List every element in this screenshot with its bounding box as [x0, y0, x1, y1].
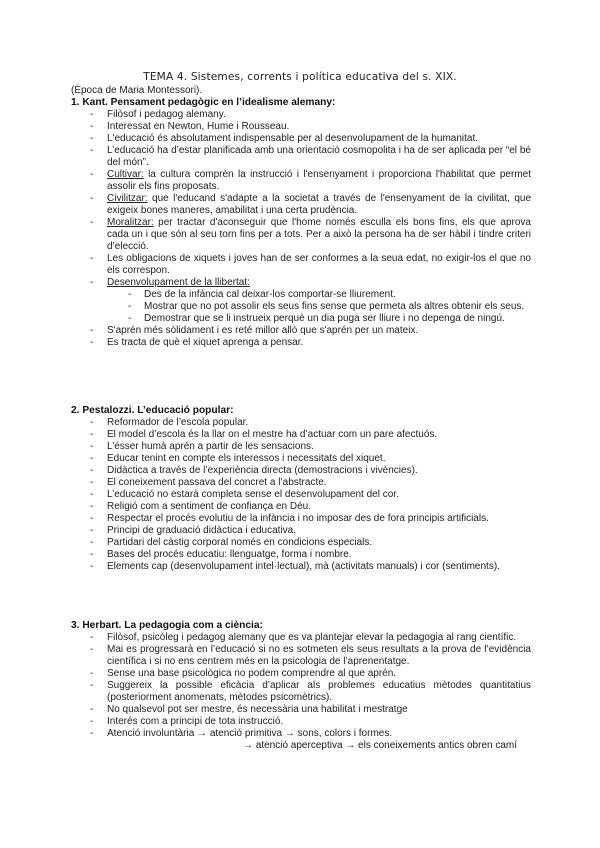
list-item: - Filòsof, psicòleg i pedagog alemany que es va plantejar elevar la pedagogia al rang científic. [71, 632, 531, 644]
term-text: que l'educand s'adapte a la societat a través de l'ensenyament de la civilitat, que exigeix bones maneres, amabilitat i una certa prudència. [107, 193, 531, 216]
list-item: - Elements cap (desenvolupament intel·lectual), mà (activitats manuals) i cor (sentiments). [71, 561, 531, 573]
term-label: Cultivar: [107, 169, 144, 180]
list-item: - L’educació no estarà completa sense el desenvolupament del cor. [71, 489, 531, 501]
list-item: - Religió com a sentiment de confiança en Déu. [71, 501, 531, 513]
section-heading: 3. Herbart. La pedagogia com a ciència: [71, 620, 263, 631]
sub-list-item: - Mostrar que no pot assolir els seus fins sense que permeta als altres obtenir els seus. [71, 301, 531, 313]
section-heading: 1. Kant. Pensament pedagògic en l’idealisme alemany: [71, 97, 336, 108]
section-heading: 2. Pestalozzi. L’educació popular: [71, 405, 234, 416]
list-item: - L’educació ha d’estar planificada amb una orientació cosmopolita i ha de ser aplicada per “el bé del món”. [71, 145, 531, 169]
list-item: - S'aprén més sòlidament i es reté millor allò que s'aprén per un mateix. [71, 325, 531, 337]
document-subtitle: (Època de Maria Montessori). [71, 85, 203, 96]
list-item: - Educar tenint en compte els interessos i necessitats del xiquet. [71, 453, 531, 465]
list-item: - El model d’escola és la llar on el mestre ha d’actuar com un pare afectuós. [71, 429, 531, 441]
list-item: - Es tracta de què el xiquet aprenga a pensar. [71, 337, 531, 349]
list-item: - Principi de graduació didàctica i educativa. [71, 525, 531, 537]
list-item: - Partidari del càstig corporal només en condicions especials. [71, 537, 531, 549]
list-item: - Les obligacions de xiquets i joves han de ser conformes a la seua edat, no exigir-los el que no els correspon. [71, 253, 531, 277]
list-item [71, 217, 531, 253]
list-item: - Suggereix la possible eficàcia d’aplicar als problemes educatius mètodes quantitatius (posteriorment anomenats, mètodes psicomètrics). [71, 680, 531, 704]
continuation-line: → atenció aperceptiva → els coneixements antics obren camí [243, 740, 518, 751]
list-item [71, 277, 531, 325]
list-item: - Interessat en Newton, Hume i Rousseau. [71, 121, 531, 133]
sub-list [107, 289, 531, 325]
list-item: - Atenció involuntària → atenció primitiva → sons, colors i formes. [71, 728, 531, 740]
list-item: - No qualsevol pot ser mestre, és necessària una habilitat i mestratge [71, 704, 531, 716]
list-item: - Sense una base psicològica no podem comprendre al que aprén. [71, 668, 531, 680]
list-item: - Respectar el procés evolutiu de la infància i no imposar des de fora principis artificials. [71, 513, 531, 525]
sub-list-item: - Demostrar que se li instrueix perquè un dia puga ser lliure i no depenga de ningú. [71, 313, 531, 325]
section-herbart [71, 620, 531, 752]
term-text: la cultura comprèn la instrucció i l'ensenyament i proporciona l'habilitat que permet assolir els fins proposats. [107, 169, 531, 192]
bullet-list [71, 109, 531, 349]
list-item [71, 193, 531, 217]
sub-list-item: - Des de la infància cal deixar-los comportar-se lliurement. [71, 289, 531, 301]
list-item: - Mai es progressarà en l’educació si no es sotmeten els seus resultats a la prova de l’evidència científica i si no ens centrem més en la psicologia de l’aprenentatge. [71, 644, 531, 668]
list-item: - Didàctica a través de l’experiència directa (demostracions i vivències). [71, 465, 531, 477]
list-item: - L’ésser humà aprén a partir de les sensacions. [71, 441, 531, 453]
list-item: - L'educació és absolutament indispensable per al desenvolupament de la humanitat. [71, 133, 531, 145]
term-label: Moralitzar: [107, 217, 154, 228]
section-kant [71, 97, 531, 349]
list-item: - Filòsof i pedagog alemany. [71, 109, 531, 121]
term-label: Civilitzar: [107, 193, 148, 204]
list-item: - Reformador de l’escola popular. [71, 417, 531, 429]
list-item: - El coneixement passava del concret a l’abstracte. [71, 477, 531, 489]
term-label: Desenvolupament de la llibertat: [107, 277, 250, 288]
bullet-list [71, 417, 531, 573]
section-pestalozzi [71, 405, 531, 573]
bullet-list [71, 632, 531, 740]
term-text: per tractar d'aconseguir que l'home només esculla els bons fins, els que aprova cada un i que són al seu torn fins per a tots. Per a això la persona ha de ser hàbil i tindre criteri d’elecció. [107, 217, 531, 252]
document-title: TEMA 4. Sistemes, corrents i política educativa del s. XIX. [143, 71, 457, 83]
list-item: - Bases del procés educatiu: llenguatge, forma i nombre. [71, 549, 531, 561]
list-item [71, 169, 531, 193]
list-item: - Interés com a principi de tota instrucció. [71, 716, 531, 728]
